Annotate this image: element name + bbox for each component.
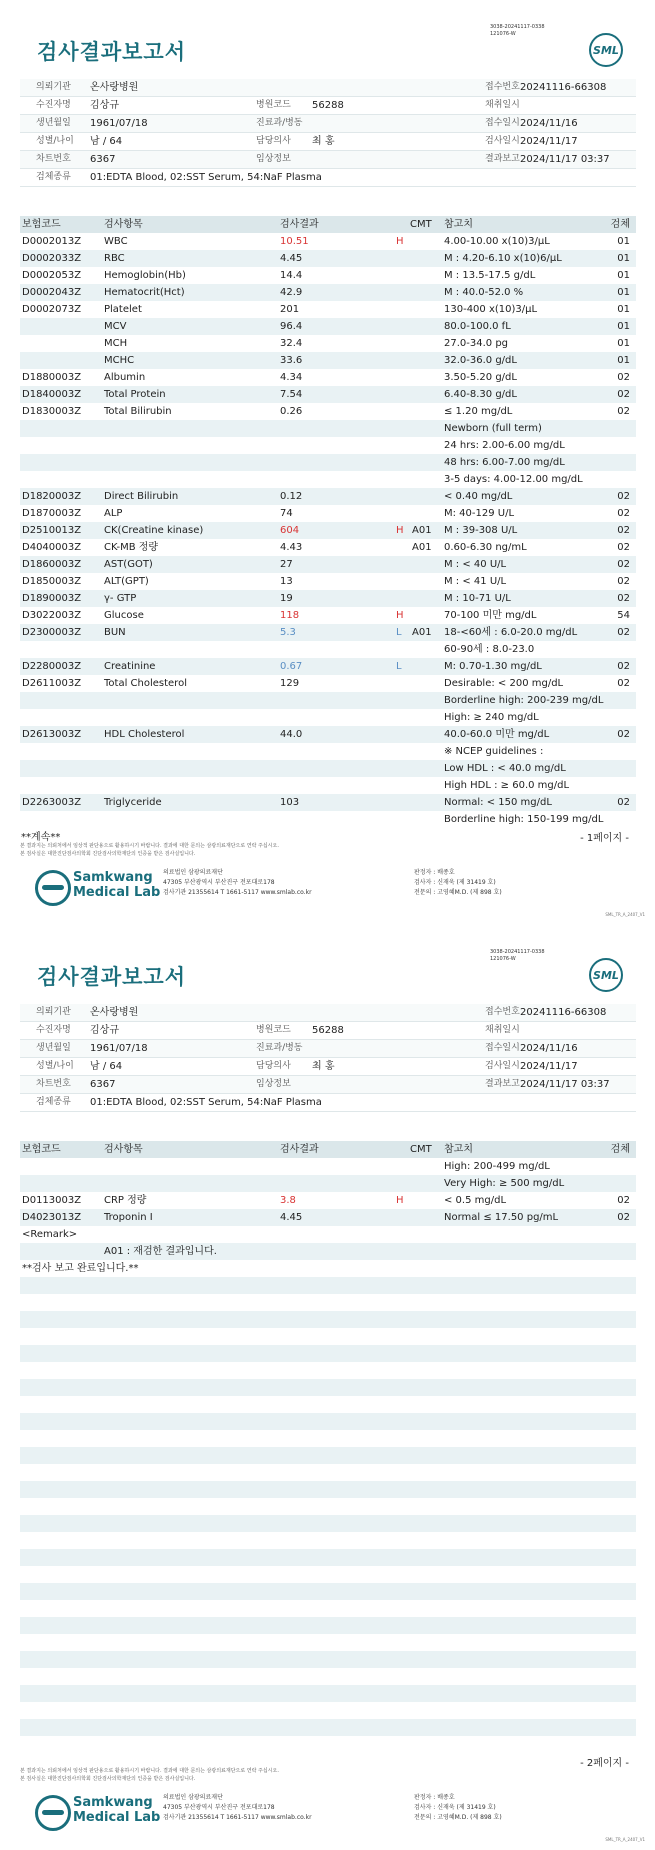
sml-logo: SML <box>589 33 623 67</box>
table-row <box>20 811 636 828</box>
cell-ref: Newborn (full term) <box>444 423 542 434</box>
cell-name: Hematocrit(Hct) <box>104 287 185 298</box>
table-row <box>20 777 636 794</box>
cell-code: D1840003Z <box>22 389 82 400</box>
results-table <box>20 1141 636 1753</box>
cell-spec: 02 <box>617 729 630 740</box>
cell-code: **검사 보고 완료입니다.** <box>22 1263 139 1274</box>
cell-ref: M : < 41 U/L <box>444 576 507 587</box>
cell-ref: M : 4.20-6.10 x(10)6/μL <box>444 253 562 264</box>
page-number: - 1페이지 - <box>580 833 629 844</box>
table-row <box>20 1294 636 1311</box>
cell-spec: 01 <box>617 287 630 298</box>
cell-result: 10.51 <box>280 236 309 247</box>
table-row <box>20 471 636 488</box>
info-row: 검체종류 01:EDTA Blood, 02:SST Serum, 54:NaF Plasma <box>20 169 636 187</box>
patient-value: 김상규 <box>90 100 119 111</box>
info-row: 차트번호 6367 임상정보 결과보고 2024/11/17 03:37 <box>20 151 636 169</box>
cell-ref: High: ≥ 240 mg/dL <box>444 712 539 723</box>
table-row <box>20 1260 636 1277</box>
page-number: - 2페이지 - <box>580 1758 629 1769</box>
table-row <box>20 1328 636 1345</box>
table-row <box>20 1226 636 1243</box>
table-row <box>20 1583 636 1600</box>
footer-address: 의료법인 삼광의료재단 47305 부산광역시 부산진구 전포대로178 검사기관 21355614 T 1661-5117 www.smlab.co.kr <box>163 1794 312 1821</box>
footer-signatures: 판정자 : 배종호 검사자 : 신재욱 (제 31419 호) 전문의 : 고영혜M.D. (제 898 호) <box>414 869 502 896</box>
table-body <box>20 233 636 828</box>
cell-name: Total Protein <box>104 389 166 400</box>
notice-text: 본 결과지는 의뢰처에서 임상적 판단용으로 활용하시기 바랍니다. 결과에 대한 문의는 삼광의료재단으로 연락 주십시오. 본 검사실은 대한진단검사의학회 진단검사의학재단의 인증을 받은 검사실입니다. <box>20 1768 279 1782</box>
patient-info <box>20 1004 636 1112</box>
cell-spec: 01 <box>617 338 630 349</box>
sml-logo: SML <box>589 958 623 992</box>
cell-ref: 60-90세 : 8.0-23.0 <box>444 644 535 655</box>
cell-result: 103 <box>280 797 300 808</box>
cell-result: 201 <box>280 304 300 315</box>
table-row <box>20 1515 636 1532</box>
table-row <box>20 760 636 777</box>
table-row <box>20 726 636 743</box>
cell-result: 13 <box>280 576 293 587</box>
cell-name: Direct Bilirubin <box>104 491 179 502</box>
cell-result: 5.3 <box>280 627 296 638</box>
table-row <box>20 1464 636 1481</box>
table-row <box>20 1192 636 1209</box>
cell-name: MCV <box>104 321 127 332</box>
cell-ref: Normal: < 150 mg/dL <box>444 797 552 808</box>
cell-ref: M: 0.70-1.30 mg/dL <box>444 661 542 672</box>
results-table <box>20 216 636 828</box>
cell-spec: 02 <box>617 593 630 604</box>
cell-code: D1860003Z <box>22 559 82 570</box>
info-row: 성별/나이 남 / 64 담당의사 최 홍 검사일시 2024/11/17 <box>20 1058 636 1076</box>
cell-spec: 01 <box>617 355 630 366</box>
cell-code: D2613003Z <box>22 729 82 740</box>
cell-ref: Very High: ≥ 500 mg/dL <box>444 1178 565 1189</box>
receipt-no-value: 20241116-66308 <box>520 82 607 93</box>
cell-ref: 3.50-5.20 g/dL <box>444 372 517 383</box>
report-date-value: 2024/11/17 03:37 <box>520 154 610 165</box>
cell-name: Glucose <box>104 610 144 621</box>
birth-value: 1961/07/18 <box>90 118 148 129</box>
cell-ref: M : 39-308 U/L <box>444 525 518 536</box>
table-row <box>20 1566 636 1583</box>
receipt-date-value: 2024/11/16 <box>520 118 578 129</box>
cell-ref: 18-<60세 : 6.0-20.0 mg/dL <box>444 627 578 638</box>
cell-spec: 02 <box>617 1195 630 1206</box>
cell-code: D1820003Z <box>22 491 82 502</box>
cell-flag: H <box>396 1195 404 1206</box>
cell-name: WBC <box>104 236 128 247</box>
cell-result: 14.4 <box>280 270 303 281</box>
cell-result: 27 <box>280 559 293 570</box>
table-row <box>20 1532 636 1549</box>
cell-ref: < 0.5 mg/dL <box>444 1195 507 1206</box>
cell-name: AST(GOT) <box>104 559 153 570</box>
cell-result: 4.45 <box>280 1212 303 1223</box>
table-row <box>20 1498 636 1515</box>
cell-ref: 32.0-36.0 g/dL <box>444 355 517 366</box>
table-row <box>20 369 636 386</box>
cell-name: A01 : 재검한 결과입니다. <box>104 1246 217 1257</box>
table-row <box>20 1719 636 1736</box>
cell-result: 4.43 <box>280 542 303 553</box>
doc-id: SML_TR_A_2407_V1 <box>605 1837 645 1842</box>
cell-ref: 24 hrs: 2.00-6.00 mg/dL <box>444 440 565 451</box>
cell-spec: 02 <box>617 661 630 672</box>
cell-code: D2263003Z <box>22 797 82 808</box>
table-row <box>20 1362 636 1379</box>
cell-ref: Normal ≤ 17.50 pg/mL <box>444 1212 559 1223</box>
table-row <box>20 1277 636 1294</box>
table-row <box>20 1430 636 1447</box>
cell-ref: 0.60-6.30 ng/mL <box>444 542 527 553</box>
table-row <box>20 1600 636 1617</box>
cell-spec: 02 <box>617 389 630 400</box>
table-row <box>20 556 636 573</box>
table-row <box>20 267 636 284</box>
cell-result: 19 <box>280 593 293 604</box>
cell-ref: Low HDL : < 40.0 mg/dL <box>444 763 566 774</box>
cell-code: D4023013Z <box>22 1212 82 1223</box>
cell-cmt: A01 <box>412 627 432 638</box>
cell-spec: 02 <box>617 491 630 502</box>
cell-code: D0002013Z <box>22 236 82 247</box>
doctor-value: 최 홍 <box>312 136 335 147</box>
table-row <box>20 1447 636 1464</box>
table-row <box>20 1379 636 1396</box>
info-row: 차트번호 6367 임상정보 결과보고 2024/11/17 03:37 <box>20 1076 636 1094</box>
info-row: 검체종류 01:EDTA Blood, 02:SST Serum, 54:NaF Plasma <box>20 1094 636 1112</box>
barcode-text: 3038-20241117-0338 121076-W <box>490 24 545 37</box>
cell-code: D3022003Z <box>22 610 82 621</box>
footer-address: 의료법인 삼광의료재단 47305 부산광역시 부산진구 전포대로178 검사기관 21355614 T 1661-5117 www.smlab.co.kr <box>163 869 312 896</box>
table-header: 보험코드 검사항목 검사결과 CMT 참고치 검체 <box>20 1141 636 1158</box>
table-row <box>20 675 636 692</box>
table-row <box>20 403 636 420</box>
cell-ref: 40.0-60.0 미만 mg/dL <box>444 729 550 740</box>
table-row <box>20 1736 636 1753</box>
cell-ref: 80.0-100.0 fL <box>444 321 511 332</box>
cell-flag: H <box>396 610 404 621</box>
cell-result: 0.12 <box>280 491 303 502</box>
cell-name: ALT(GPT) <box>104 576 149 587</box>
table-row <box>20 522 636 539</box>
cell-name: Platelet <box>104 304 142 315</box>
cell-spec: 02 <box>617 559 630 570</box>
footer-signatures: 판정자 : 배종호 검사자 : 신재욱 (제 31419 호) 전문의 : 고영혜M.D. (제 898 호) <box>414 1794 502 1821</box>
table-row <box>20 505 636 522</box>
table-row <box>20 1634 636 1651</box>
table-row <box>20 233 636 250</box>
cell-result: 118 <box>280 610 300 621</box>
table-row <box>20 1617 636 1634</box>
cell-ref: High: 200-499 mg/dL <box>444 1161 550 1172</box>
table-row <box>20 1311 636 1328</box>
cell-spec: 01 <box>617 253 630 264</box>
cell-code: D0002043Z <box>22 287 82 298</box>
cell-name: Hemoglobin(Hb) <box>104 270 186 281</box>
table-row <box>20 539 636 556</box>
table-row <box>20 607 636 624</box>
cell-code: <Remark> <box>22 1229 78 1240</box>
cell-ref: 27.0-34.0 pg <box>444 338 509 349</box>
hospital-code-value: 56288 <box>312 100 344 111</box>
cell-result: 42.9 <box>280 287 303 298</box>
cell-name: RBC <box>104 253 125 264</box>
specimen-value: 01:EDTA Blood, 02:SST Serum, 54:NaF Plasma <box>90 172 322 183</box>
cell-name: Creatinine <box>104 661 156 672</box>
cell-name: Total Bilirubin <box>104 406 172 417</box>
cell-result: 74 <box>280 508 293 519</box>
notice-text: 본 결과지는 의뢰처에서 임상적 판단용으로 활용하시기 바랍니다. 결과에 대한 문의는 삼광의료재단으로 연락 주십시오. 본 검사실은 대한진단검사의학회 진단검사의학재단의 인증을 받은 검사실입니다. <box>20 843 279 857</box>
cell-ref: ≤ 1.20 mg/dL <box>444 406 513 417</box>
cell-result: 604 <box>280 525 300 536</box>
cell-spec: 02 <box>617 627 630 638</box>
cell-code: D0002053Z <box>22 270 82 281</box>
cell-flag: L <box>396 627 402 638</box>
cell-name: γ- GTP <box>104 593 137 604</box>
table-row <box>20 658 636 675</box>
table-row <box>20 1413 636 1430</box>
cell-name: Total Cholesterol <box>104 678 187 689</box>
cell-ref: Borderline high: 150-199 mg/dL <box>444 814 604 825</box>
cell-cmt: A01 <box>412 542 432 553</box>
info-row: 수진자명 김상규 병원코드 56288 채취일시 <box>20 97 636 115</box>
cell-name: Albumin <box>104 372 146 383</box>
table-row <box>20 437 636 454</box>
cell-spec: 02 <box>617 372 630 383</box>
cell-ref: 70-100 미만 mg/dL <box>444 610 537 621</box>
cell-ref: High HDL : ≥ 60.0 mg/dL <box>444 780 570 791</box>
barcode-text: 3038-20241117-0338 121076-W <box>490 949 545 962</box>
cell-result: 0.26 <box>280 406 303 417</box>
cell-result: 32.4 <box>280 338 303 349</box>
table-row <box>20 488 636 505</box>
table-row <box>20 573 636 590</box>
info-row: 생년월일 1961/07/18 진료과/병동 접수일시 2024/11/16 <box>20 1040 636 1058</box>
footer-brand: Samkwang Medical Lab <box>73 1795 161 1825</box>
table-row <box>20 420 636 437</box>
cell-name: MCHC <box>104 355 135 366</box>
info-row: 성별/나이 남 / 64 담당의사 최 홍 검사일시 2024/11/17 <box>20 133 636 151</box>
table-row <box>20 692 636 709</box>
cell-ref: M: 40-129 U/L <box>444 508 515 519</box>
page-title: 검사결과보고서 <box>37 40 187 64</box>
patient-info <box>20 79 636 187</box>
table-row <box>20 1345 636 1362</box>
cell-result: 4.45 <box>280 253 303 264</box>
table-row <box>20 301 636 318</box>
cell-ref: 4.00-10.00 x(10)3/μL <box>444 236 550 247</box>
table-row <box>20 250 636 267</box>
table-row <box>20 590 636 607</box>
cell-ref: 130-400 x(10)3/μL <box>444 304 538 315</box>
cell-ref: 6.40-8.30 g/dL <box>444 389 517 400</box>
cell-result: 96.4 <box>280 321 303 332</box>
table-row <box>20 1396 636 1413</box>
cell-result: 4.34 <box>280 372 303 383</box>
cell-spec: 02 <box>617 1212 630 1223</box>
cell-spec: 02 <box>617 576 630 587</box>
cell-flag: L <box>396 661 402 672</box>
table-row <box>20 794 636 811</box>
table-row <box>20 1243 636 1260</box>
cell-code: D1890003Z <box>22 593 82 604</box>
cell-code: D0002073Z <box>22 304 82 315</box>
cell-spec: 02 <box>617 508 630 519</box>
page-title: 검사결과보고서 <box>37 965 187 989</box>
cell-spec: 02 <box>617 678 630 689</box>
cell-code: D1830003Z <box>22 406 82 417</box>
info-row: 생년월일 1961/07/18 진료과/병동 접수일시 2024/11/16 <box>20 115 636 133</box>
table-header: 보험코드 검사항목 검사결과 CMT 참고치 검체 <box>20 216 636 233</box>
table-row <box>20 1209 636 1226</box>
table-row <box>20 743 636 760</box>
cell-name: ALP <box>104 508 123 519</box>
table-row <box>20 624 636 641</box>
table-row <box>20 454 636 471</box>
table-row <box>20 1685 636 1702</box>
cell-ref: Desirable: < 200 mg/dL <box>444 678 564 689</box>
cell-ref: Borderline high: 200-239 mg/dL <box>444 695 604 706</box>
cell-ref: M : 10-71 U/L <box>444 593 511 604</box>
cell-result: 33.6 <box>280 355 303 366</box>
cell-name: HDL Cholesterol <box>104 729 185 740</box>
doc-id: SML_TR_A_2407_V1 <box>605 912 645 917</box>
cell-spec: 01 <box>617 304 630 315</box>
cell-name: Triglyceride <box>104 797 162 808</box>
cell-ref: M : < 40 U/L <box>444 559 507 570</box>
cell-name: CK-MB 정량 <box>104 542 159 553</box>
cell-code: D2300003Z <box>22 627 82 638</box>
cell-ref: M : 13.5-17.5 g/dL <box>444 270 536 281</box>
cell-result: 44.0 <box>280 729 303 740</box>
cell-code: D2611003Z <box>22 678 82 689</box>
cell-ref: M : 40.0-52.0 % <box>444 287 524 298</box>
cell-spec: 54 <box>617 610 630 621</box>
table-row <box>20 641 636 658</box>
table-row <box>20 284 636 301</box>
cell-spec: 02 <box>617 797 630 808</box>
table-row <box>20 709 636 726</box>
table-row <box>20 1481 636 1498</box>
cell-name: Troponin I <box>104 1212 153 1223</box>
cell-ref: 3-5 days: 4.00-12.00 mg/dL <box>444 474 583 485</box>
cell-result: 7.54 <box>280 389 303 400</box>
table-row <box>20 335 636 352</box>
cell-code: D1850003Z <box>22 576 82 587</box>
cell-spec: 02 <box>617 525 630 536</box>
sex-age-value: 남 / 64 <box>90 136 123 147</box>
info-row: 의뢰기관 온사랑병원 접수번호 20241116-66308 <box>20 79 636 97</box>
cell-result: 0.67 <box>280 661 303 672</box>
cell-code: D1870003Z <box>22 508 82 519</box>
cell-code: D0002033Z <box>22 253 82 264</box>
footer-brand: Samkwang Medical Lab <box>73 870 161 900</box>
cell-spec: 02 <box>617 406 630 417</box>
table-body <box>20 1158 636 1753</box>
cell-flag: H <box>396 525 404 536</box>
cell-result: 3.8 <box>280 1195 296 1206</box>
chart-value: 6367 <box>90 154 116 165</box>
cell-cmt: A01 <box>412 525 432 536</box>
table-row <box>20 1651 636 1668</box>
cell-name: BUN <box>104 627 126 638</box>
table-row <box>20 386 636 403</box>
report-page-2 <box>0 925 655 1850</box>
cell-name: CK(Creatine kinase) <box>104 525 204 536</box>
test-date-value: 2024/11/17 <box>520 136 578 147</box>
table-row <box>20 1158 636 1175</box>
cell-name: CRP 정량 <box>104 1195 147 1206</box>
table-row <box>20 1702 636 1719</box>
cell-spec: 01 <box>617 270 630 281</box>
institution-value: 온사랑병원 <box>90 82 139 93</box>
cell-code: D4040003Z <box>22 542 82 553</box>
cell-code: D0113003Z <box>22 1195 82 1206</box>
cell-code: D2510013Z <box>22 525 82 536</box>
table-row <box>20 1175 636 1192</box>
cell-name: MCH <box>104 338 128 349</box>
cell-ref: 48 hrs: 6.00-7.00 mg/dL <box>444 457 565 468</box>
info-row: 수진자명 김상규 병원코드 56288 채취일시 <box>20 1022 636 1040</box>
cell-ref: < 0.40 mg/dL <box>444 491 513 502</box>
table-row <box>20 318 636 335</box>
cell-result: 129 <box>280 678 300 689</box>
cell-code: D1880003Z <box>22 372 82 383</box>
continue-text: **계속** <box>21 832 61 843</box>
info-row: 의뢰기관 온사랑병원 접수번호 20241116-66308 <box>20 1004 636 1022</box>
table-row <box>20 352 636 369</box>
samkwang-logo-icon <box>35 870 71 906</box>
cell-spec: 02 <box>617 542 630 553</box>
cell-code: D2280003Z <box>22 661 82 672</box>
cell-ref: ※ NCEP guidelines : <box>444 746 544 757</box>
samkwang-logo-icon <box>35 1795 71 1831</box>
cell-spec: 01 <box>617 321 630 332</box>
cell-flag: H <box>396 236 404 247</box>
table-row <box>20 1549 636 1566</box>
table-row <box>20 1668 636 1685</box>
cell-spec: 01 <box>617 236 630 247</box>
